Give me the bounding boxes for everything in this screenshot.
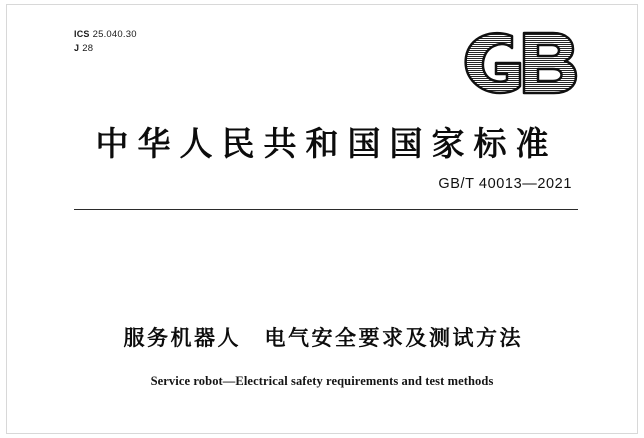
page-title: 中华人民共和国国家标准 (95, 124, 558, 163)
ics-classification-block (74, 28, 137, 56)
subject-title-chinese: 服务机器人 电气安全要求及测试方法 (123, 326, 523, 350)
china-classification-line (74, 42, 137, 56)
subject-title-english: Service robot—Electrical safety requirements and test methods (150, 374, 494, 388)
standard-number: GB/T 40013—2021 (438, 176, 572, 192)
ics-code-line (74, 28, 137, 42)
ics-value: 25.040.30 (92, 29, 137, 40)
ics-label: ICS (74, 29, 90, 39)
classification-label: J (74, 42, 80, 53)
gb-emblem-icon (460, 26, 578, 98)
classification-value: 28 (82, 42, 94, 54)
header-divider (74, 209, 578, 210)
